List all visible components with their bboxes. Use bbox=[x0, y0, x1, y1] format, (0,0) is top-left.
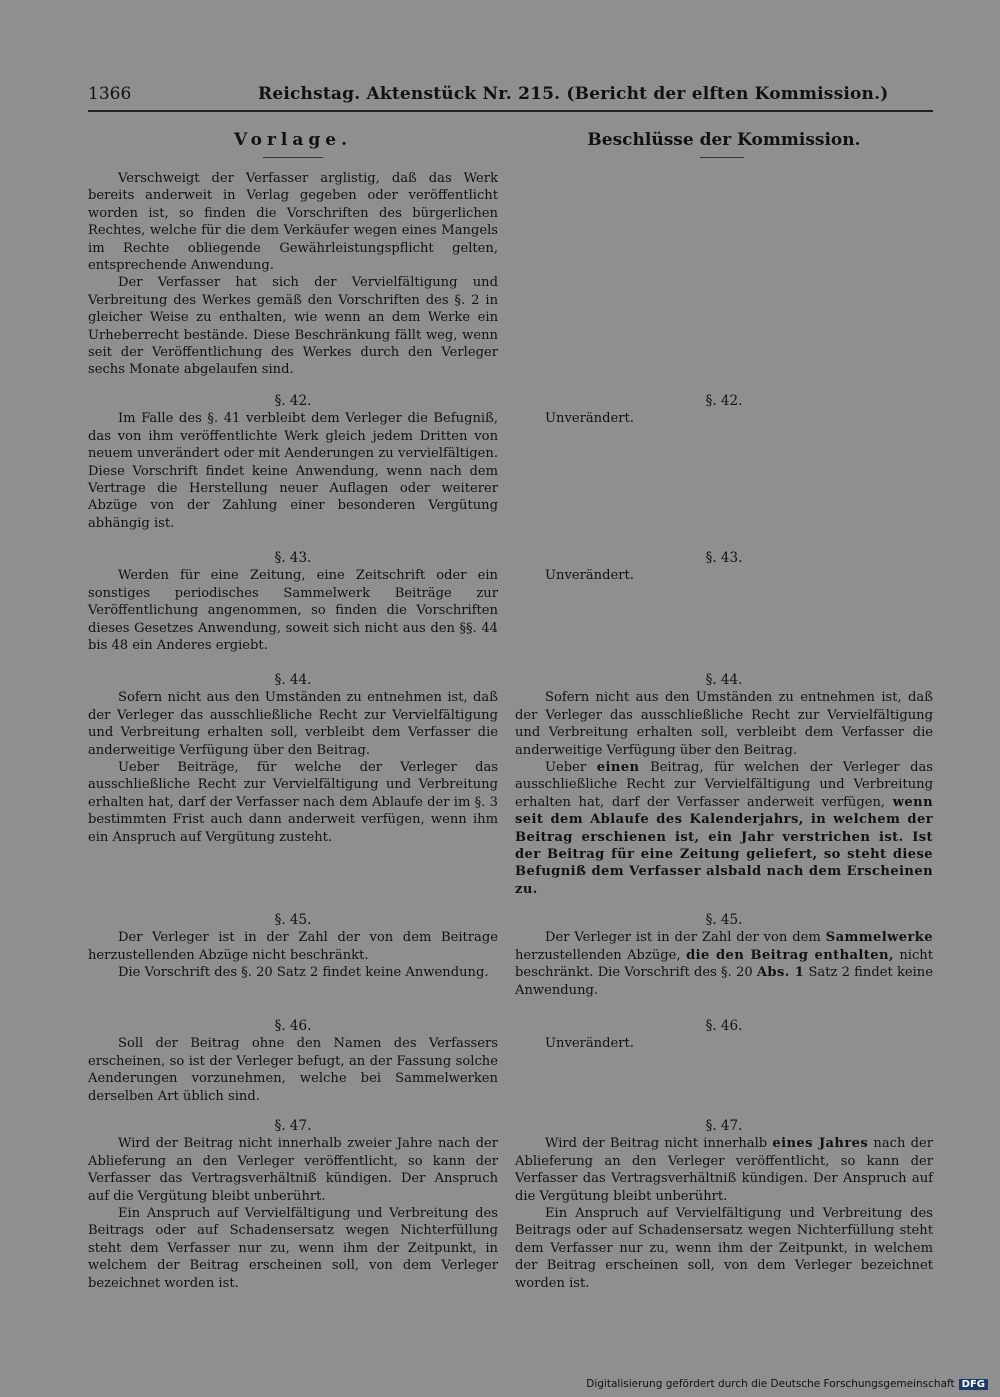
paragraph bbox=[515, 1135, 933, 1205]
text-run: Beitrag, für welchen der Verleger das ausschließliche Recht zur Vervielfältigung und Verbreitung erhalten hat, darf der Verfasser anderweit verfügen, bbox=[515, 760, 933, 810]
paragraph: Die Vorschrift des §. 20 Satz 2 findet keine Anwendung. bbox=[118, 965, 489, 981]
paragraph: Wird der Beitrag nicht innerhalb zweier Jahre nach der Ablieferung an den Verleger veröffentlicht, so kann der Verfasser das Vertragsverhältniß kündigen. Der Anspruch auf die Vergütung bleibt unberührt. bbox=[88, 1136, 498, 1204]
left-section-42 bbox=[88, 393, 498, 532]
right-heading-rule bbox=[700, 157, 744, 158]
left-section-45 bbox=[88, 912, 498, 982]
paragraph: Soll der Beitrag ohne den Namen des Verfassers erscheinen, so ist der Verleger befugt, an der Fassung solche Aenderungen vorzunehmen, welche bei Sammelwerken derselben Art üblich sind. bbox=[88, 1036, 498, 1104]
emphasis: Abs. 1 bbox=[756, 965, 805, 981]
section-number: §. 46. bbox=[274, 1018, 312, 1034]
paragraph: Der Verleger ist in der Zahl der von dem Beitrage herzustellenden Abzüge nicht beschränkt. bbox=[88, 930, 498, 963]
unchanged-note: Unverändert. bbox=[545, 411, 634, 427]
text-run: nicht beschränkt. Die Vorschrift des §. 20 bbox=[515, 947, 933, 981]
text-run: Ueber bbox=[545, 760, 597, 776]
text-run: Der Verleger ist in der Zahl der von dem bbox=[545, 930, 826, 946]
right-section-44 bbox=[515, 672, 933, 898]
left-section-44 bbox=[88, 672, 498, 846]
paragraph: Der Verfasser hat sich der Vervielfältigung und Verbreitung des Werkes gemäß den Vorschriften des §. 2 in gleicher Weise zu enthalten, wie wenn an dem Werke ein Urheberrecht bestände. Diese Beschränkung fällt weg, wenn seit der Veröffentlichung des Werkes durch den Verleger sechs Monate abgelaufen sind. bbox=[88, 275, 498, 378]
section-number: §. 42. bbox=[274, 393, 312, 409]
section-number: §. 44. bbox=[705, 672, 743, 688]
paragraph: Ein Anspruch auf Vervielfältigung und Verbreitung des Beitrags oder auf Schadensersatz wegen Nichterfüllung steht dem Verfasser nur zu, wenn ihm der Zeitpunkt, in welchem der Beitrag erscheinen soll, von dem Verleger bezeichnet worden ist. bbox=[515, 1206, 933, 1291]
section-number: §. 47. bbox=[274, 1118, 312, 1134]
right-section-43 bbox=[515, 550, 933, 585]
text-run: Wird der Beitrag nicht innerhalb bbox=[545, 1136, 773, 1152]
paragraph: Sofern nicht aus den Umständen zu entnehmen ist, daß der Verleger das ausschließliche Recht zur Vervielfältigung und Verbreitung erhalten soll, verbleibt dem Verfasser die anderweitige Verfügung über den Beitrag. bbox=[515, 690, 933, 758]
section-number: §. 43. bbox=[274, 550, 312, 566]
page-header bbox=[88, 84, 933, 108]
emphasis: die den Beitrag enthalten, bbox=[686, 947, 894, 963]
unchanged-note: Unverändert. bbox=[545, 568, 634, 584]
left-section-46 bbox=[88, 1018, 498, 1105]
section-number: §. 43. bbox=[705, 550, 743, 566]
text-run: nach der Ablieferung an den Verleger veröffentlicht, so kann der Verfasser das Vertragsverhältniß kündigen. Der Anspruch auf die Vergütung bleibt unberührt. bbox=[515, 1136, 934, 1204]
right-section-46 bbox=[515, 1018, 933, 1053]
left-intro bbox=[88, 170, 498, 379]
section-number: §. 47. bbox=[705, 1118, 743, 1134]
emphasis: einen bbox=[596, 760, 640, 776]
paragraph: Verschweigt der Verfasser arglistig, daß das Werk bereits anderweit in Verlag gegeben oder veröffentlicht worden ist, so finden die Vorschriften des bürgerlichen Rechtes, welche für die dem Verkäufer wegen eines Mangels im Rechte obliegende Gewährleistungspflicht gelten, entsprechende Anwendung. bbox=[88, 171, 498, 274]
header-rule bbox=[88, 110, 933, 112]
left-heading-rule bbox=[263, 157, 323, 158]
paragraph: Ueber Beiträge, für welche der Verleger das ausschließliche Recht zur Vervielfältigung und Verbreitung erhalten hat, darf der Verfasser nach dem Ablaufe der im §. 3 bestimmten Frist auch dann anderweit verfügen, wenn ihm ein Anspruch auf Vergütung zusteht. bbox=[88, 760, 498, 845]
section-number: §. 46. bbox=[705, 1018, 743, 1034]
paragraph: Ein Anspruch auf Vervielfältigung und Verbreitung des Beitrags oder auf Schadensersatz wegen Nichterfüllung steht dem Verfasser nur zu, wenn ihm der Zeitpunkt, in welchem der Beitrag erscheinen soll, von dem Verleger bezeichnet worden ist. bbox=[88, 1206, 498, 1291]
paragraph: Werden für eine Zeitung, eine Zeitschrift oder ein sonstiges periodisches Sammelwerk Beiträge zur Veröffentlichung angenommen, so finden die Vorschriften dieses Gesetzes Anwendung, soweit sich nicht aus den §§. 44 bis 48 ein Anderes ergiebt. bbox=[88, 568, 498, 654]
running-title: Reichstag. Aktenstück Nr. 215. (Bericht der elften Kommission.) bbox=[258, 84, 889, 104]
section-number: §. 44. bbox=[274, 672, 312, 688]
left-section-43 bbox=[88, 550, 498, 654]
digitization-footer bbox=[586, 1375, 988, 1393]
emphasis: wenn seit dem Ablaufe des Kalenderjahrs, in welchem der Beitrag erschienen ist, ein Jahr verstrichen ist. Ist der Beitrag für eine Zeitung geliefert, so steht diese Befugniß dem Verfasser alsbald nach dem Erscheinen zu. bbox=[515, 794, 933, 897]
page-number: 1366 bbox=[88, 84, 132, 104]
section-number: §. 42. bbox=[705, 393, 743, 409]
paragraph bbox=[515, 759, 933, 898]
unchanged-note: Unverändert. bbox=[545, 1036, 634, 1052]
text-run: herzustellenden Abzüge, bbox=[515, 947, 687, 963]
right-section-42 bbox=[515, 393, 933, 428]
footer-text: Digitalisierung gefördert durch die Deutsche Forschungsgemeinschaft bbox=[586, 1378, 955, 1390]
text-run: Satz 2 findet keine Anwendung. bbox=[515, 965, 933, 998]
section-number: §. 45. bbox=[705, 912, 743, 928]
paragraph: Sofern nicht aus den Umständen zu entnehmen ist, daß der Verleger das ausschließliche Recht zur Vervielfältigung und Verbreitung erhalten soll, verbleibt dem Verfasser die anderweitige Verfügung über den Beitrag. bbox=[88, 690, 498, 758]
left-column-heading: Vorlage. bbox=[233, 130, 353, 150]
right-column-heading: Beschlüsse der Kommission. bbox=[587, 130, 861, 150]
emphasis: Sammelwerke bbox=[825, 930, 933, 946]
dfg-logo-icon: DFG bbox=[959, 1379, 988, 1390]
left-section-47 bbox=[88, 1118, 498, 1292]
emphasis: eines Jahres bbox=[772, 1136, 869, 1152]
right-section-45 bbox=[515, 912, 933, 999]
paragraph: Im Falle des §. 41 verbleibt dem Verleger die Befugniß, das von ihm veröffentlichte Werk gleich jedem Dritten von neuem unverändert oder mit Aenderungen zu vervielfältigen. Diese Vorschrift findet keine Anwendung, wenn nach dem Vertrage die Herstellung neuer Auflagen oder weiterer Abzüge von der Zahlung einer besonderen Vergütung abhängig ist. bbox=[88, 411, 498, 531]
section-number: §. 45. bbox=[274, 912, 312, 928]
paragraph bbox=[515, 929, 933, 999]
right-section-47 bbox=[515, 1118, 933, 1292]
